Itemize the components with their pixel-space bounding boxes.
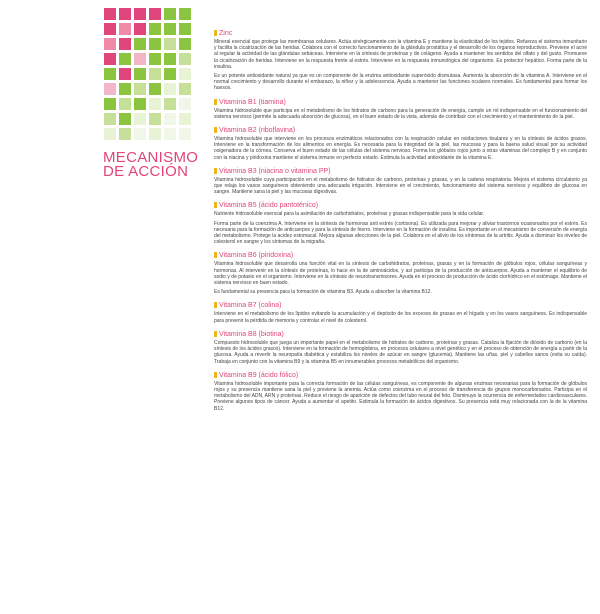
side-title-line-1: MECANISMO <box>103 149 199 166</box>
section-paragraph: Forma parte de la coenzima A. Interviene en la síntesis de hormonas anti estrés (cortisona). Es utilizada para mejorar y aliviar trastornos ocasionados por el estrés. Es necesaria para la formación de anticuerpos y para la síntesis de hierro. Interviene en la formación de insulina. Es importante en el mecanismo de conversión de energía del metabolismo. Protege la acidez estomacal. Mejora algunas afecciones de la piel. Colabora en el alivio de los síntomas de la artritis. Ayuda a disminuir los niveles de colesterol en sangre y los síntomas de la migraña. <box>214 220 587 246</box>
grid-square <box>179 128 191 140</box>
grid-square <box>179 113 191 125</box>
grid-square <box>149 128 161 140</box>
section-title <box>214 30 587 38</box>
grid-square <box>119 113 131 125</box>
grid-row <box>104 8 194 20</box>
section-paragraph: Vitamina hidrosoluble que participa en el metabolismo de los hidratos de carbono para la generación de energía, cumple un rol indispensable en el funcionamiento del sistema nervioso (permite la adecuada absorción de glucosa), en el buen estado de la vista, además de contribuir con el crecimiento y el mantenimiento de la piel. <box>214 107 587 120</box>
grid-square <box>119 23 131 35</box>
grid-square <box>134 83 146 95</box>
section-title-text: Vitamina B3 (niacina o vitamina PP) <box>219 167 331 175</box>
decorative-color-grid <box>104 8 194 143</box>
grid-square <box>134 38 146 50</box>
grid-square <box>119 8 131 20</box>
grid-square <box>149 83 161 95</box>
grid-square <box>149 113 161 125</box>
grid-square <box>179 83 191 95</box>
section-paragraph: Vitamina hidrosoluble importante para la correcta formación de las células sanguíneas, es componente de algunas enzimas necesarias para la formación de glóbulos rojos y su presencia mantiene sana la piel y previene la anemia. Actúa como coenzima en el proceso de transferencia de grupos monocarbonados. Participa en el metabolismo del ADN, ARN y proteínas. Reduce el riesgo de aparición de defectos del tubo neural del feto. Disminuye la ocurrencia de enfermedades cardiovasculares. Previene algunos tipos de cáncer. Ayuda a aumentar el apetito. Estimula la formación de ácidos digestivos. Su presencia está muy relacionada con la de la vitamina B12. <box>214 380 587 412</box>
section-title <box>214 202 587 210</box>
section <box>214 202 587 245</box>
grid-square <box>134 128 146 140</box>
section-title-text: Vitamina B1 (tiamina) <box>219 98 286 106</box>
section <box>214 168 587 196</box>
grid-square <box>134 98 146 110</box>
grid-square <box>179 68 191 80</box>
grid-row <box>104 128 194 140</box>
section <box>214 99 587 120</box>
section-marker-icon <box>214 202 217 208</box>
grid-square <box>149 23 161 35</box>
grid-square <box>164 83 176 95</box>
section-title-text: Vitamina B9 (ácido fólico) <box>219 371 299 379</box>
section <box>214 252 587 295</box>
grid-row <box>104 23 194 35</box>
grid-square <box>164 23 176 35</box>
side-title-line-2: DE ACCIÓN <box>103 163 189 180</box>
section-paragraph: Vitamina hidrosoluble que interviene en los procesos enzimáticos relacionados con la respiración celular en oxidaciones tisulares y en la síntesis de ácidos grasos. Interviene en la transformación de los alimentos en energía. Es necesaria para la integridad de la piel, las mucosas y para la buena salud visual por su actividad oxigenadora de la córnea. Conserva el buen estado de las células del sistema nervioso. Forma los glóbulos rojos junto a otras vitaminas del complejo B y en conjunto con la niacina y piridoxina mantiene el sistema inmune en perfecto estado. Estimula la actividad antioxidante de la vitamina E. <box>214 136 587 161</box>
grid-square <box>119 38 131 50</box>
section-title <box>214 252 587 260</box>
section-title <box>214 127 587 135</box>
grid-row <box>104 83 194 95</box>
grid-square <box>149 68 161 80</box>
grid-square <box>179 53 191 65</box>
section-marker-icon <box>214 168 217 174</box>
section-paragraph: Vitamina hidrosoluble cuya participación en el metabolismo de hidratos de carbono, proteínas y grasas, y en la cadena respiratoria. Mejora el sistema circulatorio ya que relaja los vasos sanguíneos obteniendo una adecuada irrigación. Interviene en el crecimiento, funcionamiento del sistema nervioso y equilibrio de glucosa en sangre. Mantiene sana la piel y las mucosas digestivas. <box>214 176 587 196</box>
grid-square <box>164 38 176 50</box>
grid-square <box>149 53 161 65</box>
grid-square <box>119 98 131 110</box>
section-paragraph: Es un potente antioxidante natural ya que es un componente de la enzima antioxidante superóxido dismutasa. Aumenta la absorción de la vitamina A. Interviene en el normal crecimiento y desarrollo durante el embarazo, la niñez y la adolescencia. Ayuda a mantener las funciones oculares normales. Es fundamental para formar los huesos. <box>214 73 587 92</box>
section-paragraph: Mineral esencial que protege las membranas celulares. Actúa sinérgicamente con la vitamina E y mantiene la elasticidad de los tejidos. Refuerza el sistema inmunitario y facilita la cicatrización de las heridas. Colabora con el correcto funcionamiento de la glándula prostática y el desarrollo de los órganos reproductivos. Previene el acné al regular la actividad de las glándulas sebáceas. Interviene en la síntesis de proteínas y de colágeno. Ayuda a mantener los sentidos del olfato y del gusto. Promueve la cicatrización de heridas. Interviene en la respuesta frente al estrés. Interviene en la respuesta inmunológica del organismo. Es protector hepático. Forma parte de la insulina. <box>214 39 587 70</box>
section-title <box>214 372 587 380</box>
section-marker-icon <box>214 331 217 337</box>
grid-row <box>104 113 194 125</box>
grid-square <box>104 113 116 125</box>
grid-square <box>164 128 176 140</box>
section-marker-icon <box>214 302 217 308</box>
grid-square <box>179 23 191 35</box>
section-title-text: Vitamina B6 (piridoxina) <box>219 252 294 260</box>
grid-square <box>119 53 131 65</box>
section-paragraph: Vitamina hidrosoluble que desarrolla una función vital en la síntesis de carbohidratos, proteínas, grasas y en la formación de glóbulos rojos, células sanguíneas y hormonas. Al intervenir en la síntesis de proteínas, lo hace en la de aminoácidos, y así participa de la producción de anticuerpos. Ayuda a mantener el equilibrio de sodio y de potasio en el organismo. Interviene en la síntesis de neurotransmisores. Ayuda en el proceso de producción de ácido clorhídrico en el estómago. Mantiene el sistema nervioso en buen estado. <box>214 261 587 287</box>
section-title-text: Vitamina B7 (colina) <box>219 302 282 310</box>
grid-square <box>104 38 116 50</box>
side-title <box>103 151 198 179</box>
section-paragraph: Es fundamental su presencia para la formación de vitamina B3. Ayuda a absorber la vitamina B12. <box>214 289 432 296</box>
grid-square <box>164 8 176 20</box>
section-title <box>214 302 587 310</box>
grid-row <box>104 38 194 50</box>
section-title-text: Zinc <box>219 30 233 37</box>
grid-square <box>179 38 191 50</box>
section <box>214 30 587 92</box>
grid-square <box>104 128 116 140</box>
section-paragraph: Compuesto hidrosoluble que juega un importante papel en el metabolismo de hidratos de carbono, proteínas y grasas. Cataliza la fijación de dióxido de carbono (en la síntesis de los ácidos grasos). Interviene en la formación de hemoglobina, en procesos celulares a nivel genético y en el proceso de obtención de energía a partir de la glucosa. Ayuda a revertir la neuropatía diabética y estabiliza los niveles de azúcar en sangre (glucemia). Mantiene las uñas, piel y cabellos sanos (evita su caída). Trabaja en conjunto con la vitamina B9 y la vitamina B5 en innumerables procesos metabólicos del organismo. <box>214 339 587 365</box>
section-title <box>214 331 587 339</box>
section-title-text: Vitamina B2 (riboflavina) <box>219 127 296 135</box>
section <box>214 302 587 323</box>
grid-square <box>179 98 191 110</box>
section-marker-icon <box>214 99 217 105</box>
grid-square <box>134 113 146 125</box>
grid-square <box>104 68 116 80</box>
grid-square <box>149 98 161 110</box>
section-marker-icon <box>214 30 217 36</box>
grid-square <box>119 128 131 140</box>
grid-square <box>134 8 146 20</box>
section-title <box>214 99 587 107</box>
grid-square <box>134 68 146 80</box>
section-paragraph: Interviene en el metabolismo de los lípidos evitando la acumulación y el depósito de los excesos de grasas en el hígado y en los vasos sanguíneos. Es indispensable para prevenir la pérdida de memoria y controlar el nivel de colesterol. <box>214 311 587 324</box>
grid-row <box>104 53 194 65</box>
grid-row <box>104 98 194 110</box>
grid-square <box>164 68 176 80</box>
grid-square <box>104 98 116 110</box>
section-marker-icon <box>214 252 217 258</box>
grid-square <box>149 8 161 20</box>
grid-square <box>179 8 191 20</box>
section <box>214 127 587 161</box>
grid-square <box>119 83 131 95</box>
grid-square <box>104 8 116 20</box>
main-content <box>214 30 587 419</box>
grid-square <box>104 53 116 65</box>
section-marker-icon <box>214 127 217 133</box>
grid-square <box>104 83 116 95</box>
section <box>214 331 587 365</box>
grid-square <box>134 53 146 65</box>
grid-square <box>134 23 146 35</box>
section <box>214 372 587 412</box>
grid-square <box>149 38 161 50</box>
section-marker-icon <box>214 372 217 378</box>
section-title-text: Vitamina B5 (ácido pantoténico) <box>219 202 319 210</box>
grid-square <box>119 68 131 80</box>
grid-square <box>164 53 176 65</box>
section-title <box>214 168 587 176</box>
section-paragraph: Nutriente hidrosoluble esencial para la asimilación de carbohidratos, proteínas y grasas indispensable para la vida celular. <box>214 211 485 218</box>
grid-square <box>104 23 116 35</box>
grid-square <box>164 113 176 125</box>
grid-row <box>104 68 194 80</box>
grid-square <box>164 98 176 110</box>
section-title-text: Vitamina B8 (biotina) <box>219 330 284 338</box>
